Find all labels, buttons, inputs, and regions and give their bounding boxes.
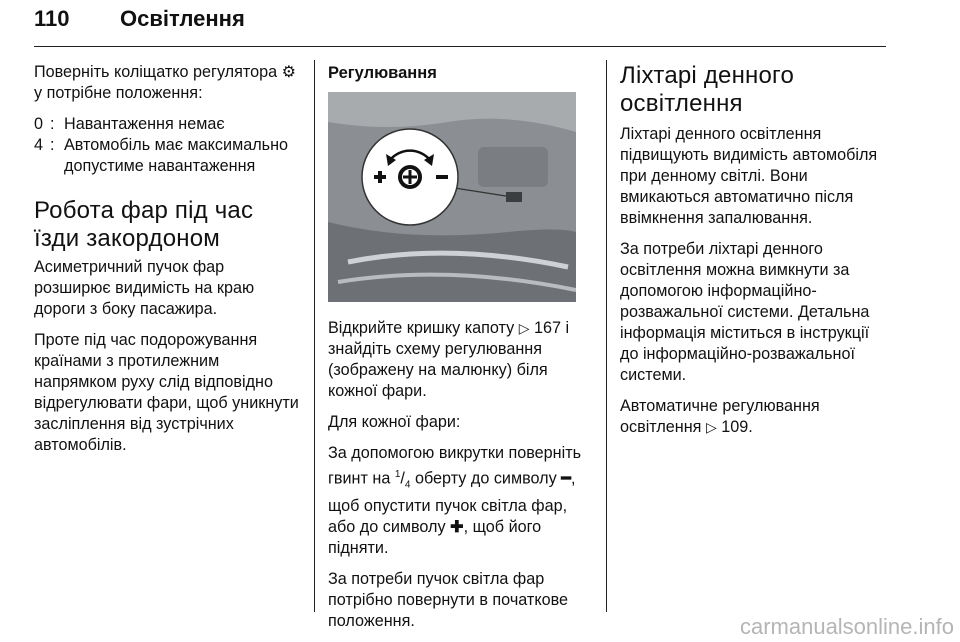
paragraph: Автоматичне регулювання освітлення ▷ 109.	[620, 397, 820, 436]
paragraph: Для кожної фари:	[328, 413, 461, 431]
page-reference-icon: ▷	[705, 419, 717, 435]
minus-symbol-icon: ━	[561, 469, 571, 488]
column-divider-2	[606, 60, 607, 612]
column-1	[34, 62, 302, 466]
header-rule	[34, 46, 886, 47]
paragraph: Відкрийте кришку капоту ▷ 167 і знайдіть схему регулювання (зображену на малюнку) біля кожної фари.	[328, 319, 570, 400]
paragraph: Асиметричний пучок фар розширює видимість на краю дороги з боку пасажира.	[34, 258, 255, 318]
page-reference: 167	[534, 319, 562, 337]
column-divider-1	[314, 60, 315, 612]
intro-text: Поверніть коліщатко регулятора ⚙ у потрібне положення:	[34, 63, 297, 102]
page-number: 110	[34, 6, 70, 31]
paragraph: Ліхтарі денного освітлення підвищують видимість автомобіля при денному світлі. Вони вмикаються автоматично після ввімкнення запалювання.	[620, 125, 878, 227]
column-2	[328, 62, 598, 642]
column-3	[620, 62, 885, 448]
page-reference: 109	[721, 418, 749, 436]
list-key: 0	[34, 115, 44, 133]
section-heading: Робота фар під час їзди закордоном	[34, 197, 254, 252]
plus-symbol-icon: ✚	[450, 517, 464, 536]
page-header	[34, 6, 245, 32]
headlamp-adjustment-illustration	[328, 92, 576, 302]
section-heading: Регулювання	[328, 64, 437, 82]
paragraph: За потреби пучок світла фар потрібно повернути в початкове положення.	[328, 569, 569, 630]
load-list: 0 : Навантаження немає 4 : Автомобіль має максимально допустиме навантаження	[34, 114, 302, 177]
list-key: 4	[34, 136, 44, 154]
paragraph: За допомогою викрутки поверніть гвинт на $^1/_4$ оберту до символу ━, щоб опустити пучок світла фар, або до символу ✚, щоб його підняти.	[328, 444, 582, 557]
paragraph: Проте під час подорожування країнами з протилежним напрямком руху слід відповідно відрегулювати фари, щоб уникнути засліплення від зустрічних автомобілів.	[34, 331, 299, 454]
section-heading: Ліхтарі денного освітлення	[620, 62, 795, 117]
section-title: Освітлення	[120, 6, 245, 31]
page-reference-icon: ▷	[518, 320, 530, 336]
paragraph: За потреби ліхтарі денного освітлення можна вимкнути за допомогою інформаційно-розважальної системи. Детальна інформація міститься в інструкції до інформаційно-розважальної системи.	[620, 240, 870, 384]
list-text: Навантаження немає	[64, 115, 225, 133]
watermark: carmanualsonline.info	[739, 614, 954, 639]
list-text: Автомобіль має максимально допустиме навантаження	[64, 136, 289, 175]
